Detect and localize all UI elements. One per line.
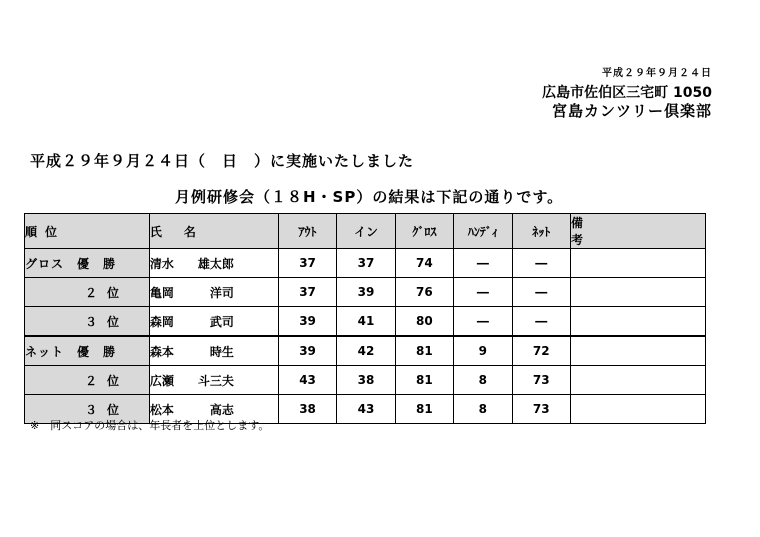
out-cell: 39 (278, 336, 336, 366)
intro-text: 平成２９年９月２４日（ 日 ）に実施いたしました (30, 152, 415, 170)
out-cell: 43 (278, 366, 336, 395)
rank-cell: ２位 (25, 278, 150, 307)
note-cell (570, 307, 705, 337)
in-cell: 37 (337, 249, 395, 278)
note-cell (570, 278, 705, 307)
subtitle-text: 月例研修会（１８H・SP）の結果は下記の通りです。 (175, 188, 564, 206)
rank-cell: ２位 (25, 366, 150, 395)
handicap-cell: ― (454, 307, 512, 337)
net-cell: 72 (512, 336, 570, 366)
net-cell: ― (512, 307, 570, 337)
name-cell: 清水 雄太郎 (149, 249, 278, 278)
gross-cell: 81 (395, 336, 453, 366)
header-out: ｱｳﾄ (278, 214, 336, 249)
handicap-cell: ― (454, 278, 512, 307)
table-row (25, 307, 706, 337)
in-cell: 39 (337, 278, 395, 307)
note-cell (570, 395, 705, 424)
in-cell: 43 (337, 395, 395, 424)
name-cell: 森本 時生 (149, 336, 278, 366)
out-cell: 37 (278, 278, 336, 307)
header-net: ﾈｯﾄ (512, 214, 570, 249)
rank-cell: ネット 優 勝 (25, 336, 150, 366)
header-address: 広島市佐伯区三宅町 1050 (542, 85, 712, 101)
handicap-cell: 8 (454, 366, 512, 395)
out-cell: 38 (278, 395, 336, 424)
in-cell: 42 (337, 336, 395, 366)
table-row (25, 336, 706, 366)
rank-cell: グロス 優 勝 (25, 249, 150, 278)
name-cell: 亀岡 洋司 (149, 278, 278, 307)
footnote: ※ 同スコアの場合は、年長者を上位とします。 (30, 419, 270, 432)
net-cell: 73 (512, 395, 570, 424)
rank-cell: ３位 (25, 307, 150, 337)
out-cell: 39 (278, 307, 336, 337)
header-in: イン (337, 214, 395, 249)
header-gross: ｸﾞﾛｽ (395, 214, 453, 249)
note-cell (570, 249, 705, 278)
header-handicap: ﾊﾝﾃﾞｨ (454, 214, 512, 249)
table-header-row (25, 214, 706, 249)
out-cell: 37 (278, 249, 336, 278)
header-name: 氏名 (149, 214, 278, 249)
table-row (25, 366, 706, 395)
note-cell (570, 366, 705, 395)
net-cell: ― (512, 249, 570, 278)
net-cell: 73 (512, 366, 570, 395)
handicap-cell: 8 (454, 395, 512, 424)
gross-cell: 74 (395, 249, 453, 278)
gross-cell: 81 (395, 366, 453, 395)
net-cell: ― (512, 278, 570, 307)
header-rank: 順位 (25, 214, 150, 249)
gross-cell: 76 (395, 278, 453, 307)
header-note: 備考 (570, 214, 705, 249)
in-cell: 38 (337, 366, 395, 395)
gross-cell: 80 (395, 307, 453, 337)
handicap-cell: ― (454, 249, 512, 278)
note-cell (570, 336, 705, 366)
header-date: 平成２９年９月２４日 (602, 68, 712, 79)
table-row (25, 249, 706, 278)
header-club-name: 宮島カンツリー倶楽部 (551, 102, 712, 120)
handicap-cell: 9 (454, 336, 512, 366)
name-cell: 森岡 武司 (149, 307, 278, 337)
rank-cell: ３位 (25, 395, 150, 424)
gross-cell: 81 (395, 395, 453, 424)
table-row (25, 278, 706, 307)
results-table (24, 213, 706, 424)
in-cell: 41 (337, 307, 395, 337)
name-cell: 広瀬 斗三夫 (149, 366, 278, 395)
name-cell: 松本 高志 (149, 395, 278, 424)
